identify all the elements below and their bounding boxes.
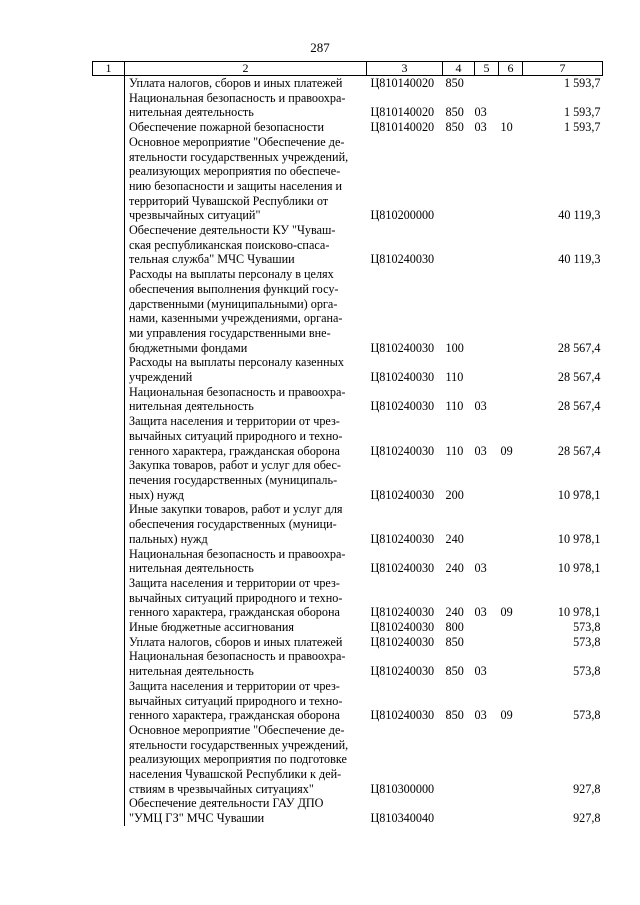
row-col5-cell [475,620,499,635]
row-name-line: ных) нужд [129,487,184,502]
row-code-cell: Ц810240030 [370,605,435,620]
row-name-line: Национальная безопасность и правоохра- [129,90,346,105]
row-name-line: Основное мероприятие "Обеспечение де- [129,134,345,149]
row-name-line: Защита населения и территории от чрез- [129,414,340,429]
row-col6-cell [499,355,523,384]
row-name-cell [125,796,367,825]
row-name-line: Защита населения и территории от чрез- [129,575,340,590]
row-name-line: Основное мероприятие "Обеспечение де- [129,722,345,737]
row-name-line: генного характера, гражданская оборона [129,708,340,723]
row-name-line: нительная деятельность [129,561,254,576]
row-amount-cell: 28 567,4 [557,399,601,414]
row-amount-cell: 573,8 [573,708,601,723]
row-col5-cell [475,355,499,384]
row-name-line: Обеспечение деятельности КУ "Чуваш- [129,223,336,238]
row-code-cell: Ц810240030 [370,443,435,458]
row-col6-cell [499,502,523,546]
row-name-line: Национальная безопасность и правоохра- [129,649,346,664]
header-col-5: 5 [475,62,499,76]
row-name-cell [125,223,367,267]
row-index-cell [93,796,125,825]
row-name-line: Защита населения и территории от чрез- [129,678,340,693]
row-index-cell [93,502,125,546]
row-col4-cell [443,135,475,223]
row-index-cell [93,223,125,267]
row-col6-cell [499,796,523,825]
row-col6-cell [499,458,523,502]
row-name-line: тельная служба" МЧС Чувашии [129,252,295,267]
table-row [93,267,603,355]
row-amount-cell: 28 567,4 [557,443,601,458]
table-row [93,91,603,120]
row-name-line: территорий Чувашской Республики от [129,193,329,208]
row-code-cell: Ц810240030 [370,487,435,502]
row-index-cell [93,355,125,384]
row-name-cell [125,635,367,650]
row-name-line: обеспечения выполнения функций госу- [129,281,339,296]
row-name-cell [125,76,367,91]
row-name-line: бюджетными фондами [129,340,248,355]
row-name-cell [125,547,367,576]
row-code-cell: Ц810240030 [370,531,435,546]
row-name-line: Национальная безопасность и правоохра- [129,384,346,399]
row-index-cell [93,267,125,355]
row-amount-cell: 10 978,1 [557,531,601,546]
row-name-line: дарственными (муниципальными) орга- [129,296,338,311]
row-name-cell [125,414,367,458]
row-code-cell: Ц810240030 [370,370,435,385]
row-code-cell: Ц810240030 [370,634,435,649]
row-col4-cell: 110 [445,370,464,385]
row-col6-cell: 09 [500,708,513,723]
row-amount-cell: 1 593,7 [563,120,601,135]
row-name-cell [125,385,367,414]
table-row [93,547,603,576]
row-col4-cell: 240 [445,561,464,576]
row-col5-cell [475,502,499,546]
row-col4-cell: 110 [445,399,464,414]
row-name-line: Иные бюджетные ассигнования [129,620,295,635]
row-col4-cell: 850 [445,76,464,90]
row-col6-cell [499,76,523,91]
row-index-cell [93,547,125,576]
row-name-line: ятельности государственных учреждений, [129,149,349,164]
row-col5-cell: 03 [474,399,487,414]
row-index-cell [93,458,125,502]
row-code-cell: Ц810200000 [370,208,435,223]
row-col5-cell: 03 [474,105,487,120]
row-name-cell [125,620,367,635]
row-name-line: Расходы на выплаты персоналу казенных [129,355,344,370]
row-name-line: нами, казенными учреждениями, органа- [129,311,343,326]
row-code-cell: Ц810240030 [370,252,435,267]
row-name-line: нительная деятельность [129,664,254,679]
row-amount-cell: 573,8 [573,664,601,679]
row-col4-cell: 850 [445,634,464,649]
row-name-line: печения государственных (муниципаль- [129,472,338,487]
row-col6-cell: 10 [500,120,513,135]
row-name-cell [125,91,367,120]
row-index-cell [93,120,125,135]
row-col4-cell: 240 [445,605,464,620]
row-name-cell [125,679,367,723]
row-col4-cell: 800 [445,620,464,635]
row-name-cell [125,723,367,797]
table-row [93,576,603,620]
row-name-line: вычайных ситуаций природного и техно- [129,693,343,708]
row-name-line: нительная деятельность [129,399,254,414]
row-col6-cell [499,385,523,414]
row-name-line: нительная деятельность [129,105,254,120]
header-row [93,62,603,76]
row-code-cell: Ц810240030 [370,664,435,679]
row-col5-cell [475,796,499,825]
row-col5-cell: 03 [474,664,487,679]
row-code-cell: Ц810300000 [370,781,435,796]
table-row [93,385,603,414]
row-code-cell: Ц810240030 [370,708,435,723]
row-index-cell [93,635,125,650]
row-index-cell [93,76,125,91]
table-row [93,135,603,223]
table-row [93,635,603,650]
row-name-cell [125,458,367,502]
table-body [93,76,603,826]
row-amount-cell: 28 567,4 [557,340,601,355]
table-row [93,649,603,678]
row-name-line: Уплата налогов, сборов и иных платежей [129,76,343,90]
budget-table [92,61,603,826]
row-index-cell [93,385,125,414]
table-row [93,679,603,723]
row-name-cell [125,135,367,223]
row-name-cell [125,355,367,384]
row-col6-cell [499,649,523,678]
row-col5-cell: 03 [474,443,487,458]
table-row [93,120,603,135]
row-col4-cell: 850 [445,105,464,120]
row-col4-cell [443,723,475,797]
row-name-line: Иные закупки товаров, работ и услуг для [129,502,343,517]
table-row [93,223,603,267]
row-col5-cell: 03 [474,120,487,135]
row-name-line: населения Чувашской Республики к дей- [129,767,342,782]
row-name-cell [125,120,367,135]
row-col4-cell: 200 [445,487,464,502]
row-name-line: Обеспечение деятельности ГАУ ДПО [129,796,324,811]
row-col6-cell [499,91,523,120]
row-name-line: вычайных ситуаций природного и техно- [129,590,343,605]
row-name-line: учреждений [129,370,193,385]
row-index-cell [93,414,125,458]
row-col5-cell [475,458,499,502]
row-name-line: обеспечения государственных (муници- [129,517,337,532]
row-col5-cell [475,135,499,223]
table-row [93,620,603,635]
row-code-cell: Ц810140020 [370,105,435,120]
row-col6-cell [499,635,523,650]
table-row [93,76,603,91]
header-col-3: 3 [367,62,443,76]
table-header [93,62,603,76]
row-col5-cell: 03 [474,708,487,723]
row-col4-cell: 110 [445,443,464,458]
row-col6-cell [499,620,523,635]
row-name-line: Расходы на выплаты персоналу в целях [129,267,334,282]
row-amount-cell: 10 978,1 [557,487,601,502]
row-amount-cell: 927,8 [573,811,601,826]
row-amount-cell: 1 593,7 [563,76,601,90]
row-code-cell: Ц810240030 [370,399,435,414]
row-col4-cell: 240 [445,531,464,546]
row-name-line: генного характера, гражданская оборона [129,443,340,458]
row-col5-cell [475,223,499,267]
row-name-line: ятельности государственных учреждений, [129,737,349,752]
row-name-line: вычайных ситуаций природного и техно- [129,428,343,443]
row-name-line: ми управления государственными вне- [129,325,331,340]
row-col4-cell: 100 [445,340,464,355]
row-code-cell: Ц810140020 [370,76,435,90]
table-row [93,458,603,502]
row-col6-cell: 09 [500,443,513,458]
row-code-cell: Ц810340040 [370,811,435,826]
table-row [93,355,603,384]
row-code-cell: Ц810140020 [370,120,435,135]
table-row [93,796,603,825]
row-col4-cell: 850 [445,664,464,679]
row-index-cell [93,91,125,120]
table-row [93,723,603,797]
table-row [93,414,603,458]
header-col-7: 7 [523,62,603,76]
row-name-line: "УМЦ ГЗ" МЧС Чувашии [129,811,265,826]
row-name-line: нию безопасности и защиты населения и [129,178,343,193]
row-col6-cell [499,547,523,576]
row-col4-cell: 850 [445,708,464,723]
row-name-line: Закупка товаров, работ и услуг для обес- [129,458,341,473]
row-code-cell: Ц810240030 [370,620,435,635]
row-index-cell [93,576,125,620]
row-name-line: реализующих мероприятия по обеспече- [129,164,341,179]
row-name-line: Обеспечение пожарной безопасности [129,120,325,135]
page-number: 287 [310,40,330,55]
row-amount-cell: 10 978,1 [557,605,601,620]
row-col5-cell [475,267,499,355]
row-col5-cell: 03 [474,605,487,620]
header-col-1: 1 [93,62,125,76]
row-amount-cell: 927,8 [573,781,601,796]
row-col6-cell: 09 [500,605,513,620]
row-name-cell [125,649,367,678]
row-col5-cell: 03 [474,561,487,576]
row-name-line: чрезвычайных ситуаций" [129,208,261,223]
row-name-line: реализующих мероприятия по подготовке [129,752,347,767]
row-index-cell [93,135,125,223]
row-name-cell [125,576,367,620]
row-amount-cell: 28 567,4 [557,370,601,385]
row-amount-cell: 10 978,1 [557,561,601,576]
row-amount-cell: 573,8 [573,620,601,635]
row-col5-cell [475,76,499,91]
row-col6-cell [499,723,523,797]
row-col6-cell [499,267,523,355]
row-name-line: пальных) нужд [129,531,208,546]
row-col5-cell [475,635,499,650]
row-col4-cell [443,796,475,825]
row-name-line: ская республиканская поисково-спаса- [129,237,330,252]
row-col5-cell [475,723,499,797]
row-code-cell: Ц810240030 [370,340,435,355]
header-col-2: 2 [125,62,367,76]
row-index-cell [93,723,125,797]
row-amount-cell: 573,8 [573,634,601,649]
row-name-line: генного характера, гражданская оборона [129,605,340,620]
row-name-line: Национальная безопасность и правоохра- [129,546,346,561]
table-row [93,502,603,546]
header-col-4: 4 [443,62,475,76]
row-amount-cell: 1 593,7 [563,105,601,120]
row-col6-cell [499,135,523,223]
row-index-cell [93,679,125,723]
row-index-cell [93,649,125,678]
row-amount-cell: 40 119,3 [558,252,601,267]
row-code-cell: Ц810240030 [370,561,435,576]
row-col4-cell [443,223,475,267]
row-name-cell [125,502,367,546]
row-name-cell [125,267,367,355]
row-name-line: ствиям в чрезвычайных ситуациях" [129,781,314,796]
row-index-cell [93,620,125,635]
row-col4-cell: 850 [445,120,464,135]
row-amount-cell: 40 119,3 [558,208,601,223]
row-col6-cell [499,223,523,267]
row-name-line: Уплата налогов, сборов и иных платежей [129,634,343,649]
header-col-6: 6 [499,62,523,76]
